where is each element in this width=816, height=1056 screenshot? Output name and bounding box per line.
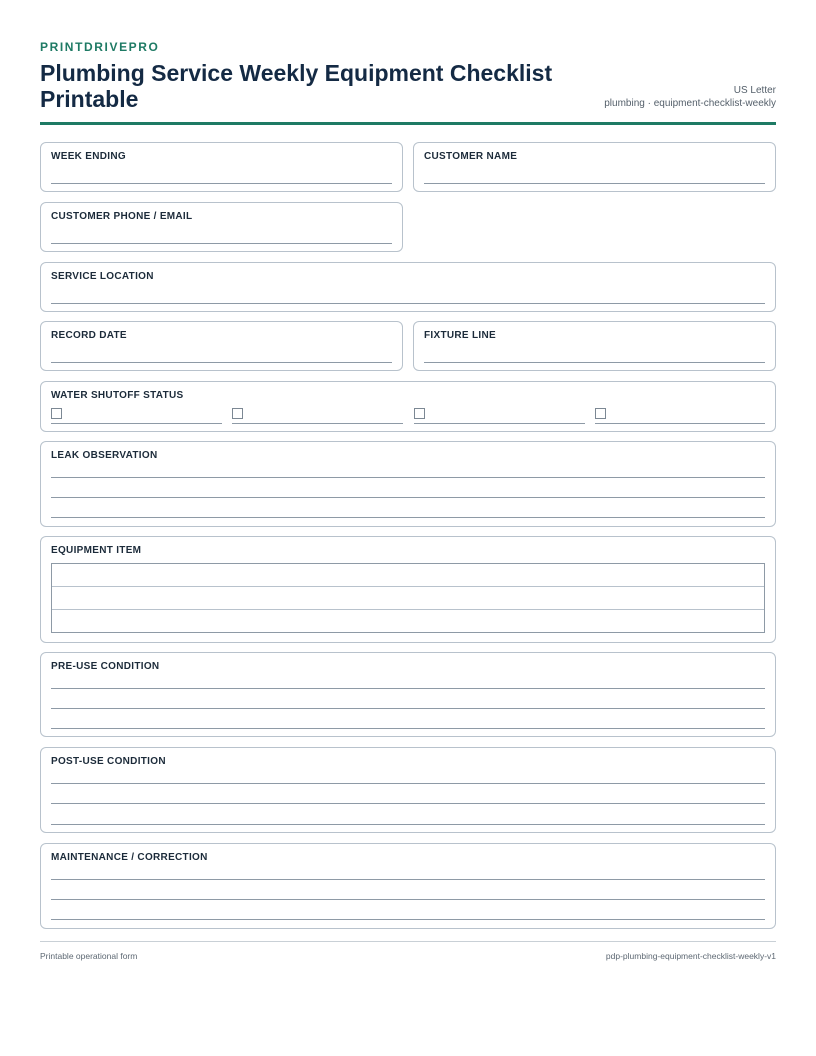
post-use-condition-label: POST-USE CONDITION (51, 756, 166, 767)
writing-line[interactable] (51, 899, 765, 900)
writing-line[interactable] (51, 824, 765, 825)
fixture-line-label: FIXTURE LINE (424, 330, 496, 341)
customer-name-label: CUSTOMER NAME (424, 151, 518, 162)
writing-line[interactable] (51, 919, 765, 920)
option-line (595, 423, 765, 424)
option-line (414, 423, 585, 424)
checkbox[interactable] (232, 408, 243, 419)
document-tags: plumbing · equipment-checklist-weekly (604, 98, 776, 109)
leak-observation-label: LEAK OBSERVATION (51, 450, 158, 461)
writing-line[interactable] (51, 708, 765, 709)
pre-use-condition-field[interactable] (40, 652, 776, 737)
customer-contact-line[interactable] (51, 243, 392, 244)
paper-size: US Letter (733, 85, 776, 96)
writing-line[interactable] (51, 783, 765, 784)
option-line (51, 423, 222, 424)
shutoff-option-1[interactable] (51, 408, 222, 424)
page-title: Plumbing Service Weekly Equipment Checklist Printable (40, 60, 553, 112)
customer-contact-field[interactable] (40, 202, 403, 252)
service-location-field[interactable] (40, 262, 776, 312)
record-date-field[interactable] (40, 321, 403, 371)
footer-form-id: pdp-plumbing-equipment-checklist-weekly-v1 (605, 951, 776, 961)
writing-line[interactable] (51, 477, 765, 478)
record-date-label: RECORD DATE (51, 330, 127, 341)
shutoff-option-4[interactable] (595, 408, 765, 424)
fixture-line-line[interactable] (424, 362, 765, 363)
customer-contact-label: CUSTOMER PHONE / EMAIL (51, 211, 193, 222)
brand-logo-text: PRINTDRIVEPRO (40, 40, 160, 54)
equipment-item-table (51, 563, 765, 633)
writing-line[interactable] (51, 728, 765, 729)
service-location-label: SERVICE LOCATION (51, 271, 154, 282)
customer-name-line[interactable] (424, 183, 765, 184)
writing-line[interactable] (51, 517, 765, 518)
form-page (40, 40, 776, 125)
maintenance-correction-field[interactable] (40, 843, 776, 929)
checkbox[interactable] (51, 408, 62, 419)
customer-name-field[interactable] (413, 142, 776, 192)
shutoff-option-3[interactable] (414, 408, 585, 424)
table-row[interactable] (52, 587, 764, 610)
week-ending-field[interactable] (40, 142, 403, 192)
water-shutoff-status-field (40, 381, 776, 432)
water-shutoff-status-label: WATER SHUTOFF STATUS (51, 390, 184, 401)
writing-line[interactable] (51, 803, 765, 804)
record-date-line[interactable] (51, 362, 392, 363)
document-meta (604, 84, 776, 110)
week-ending-label: WEEK ENDING (51, 151, 126, 162)
page-footer (40, 941, 776, 962)
fixture-line-field[interactable] (413, 321, 776, 371)
checkbox[interactable] (595, 408, 606, 419)
pre-use-condition-label: PRE-USE CONDITION (51, 661, 160, 672)
page-header (40, 40, 776, 125)
table-row[interactable] (52, 610, 764, 633)
writing-line[interactable] (51, 879, 765, 880)
leak-observation-field[interactable] (40, 441, 776, 527)
table-row[interactable] (52, 564, 764, 587)
shutoff-option-2[interactable] (232, 408, 403, 424)
post-use-condition-field[interactable] (40, 747, 776, 833)
service-location-line[interactable] (51, 303, 765, 304)
week-ending-line[interactable] (51, 183, 392, 184)
checkbox[interactable] (414, 408, 425, 419)
writing-line[interactable] (51, 688, 765, 689)
option-line (232, 423, 403, 424)
equipment-item-field (40, 536, 776, 643)
equipment-item-label: EQUIPMENT ITEM (51, 545, 142, 556)
writing-line[interactable] (51, 497, 765, 498)
maintenance-correction-label: MAINTENANCE / CORRECTION (51, 852, 208, 863)
footer-left-text: Printable operational form (40, 951, 138, 961)
